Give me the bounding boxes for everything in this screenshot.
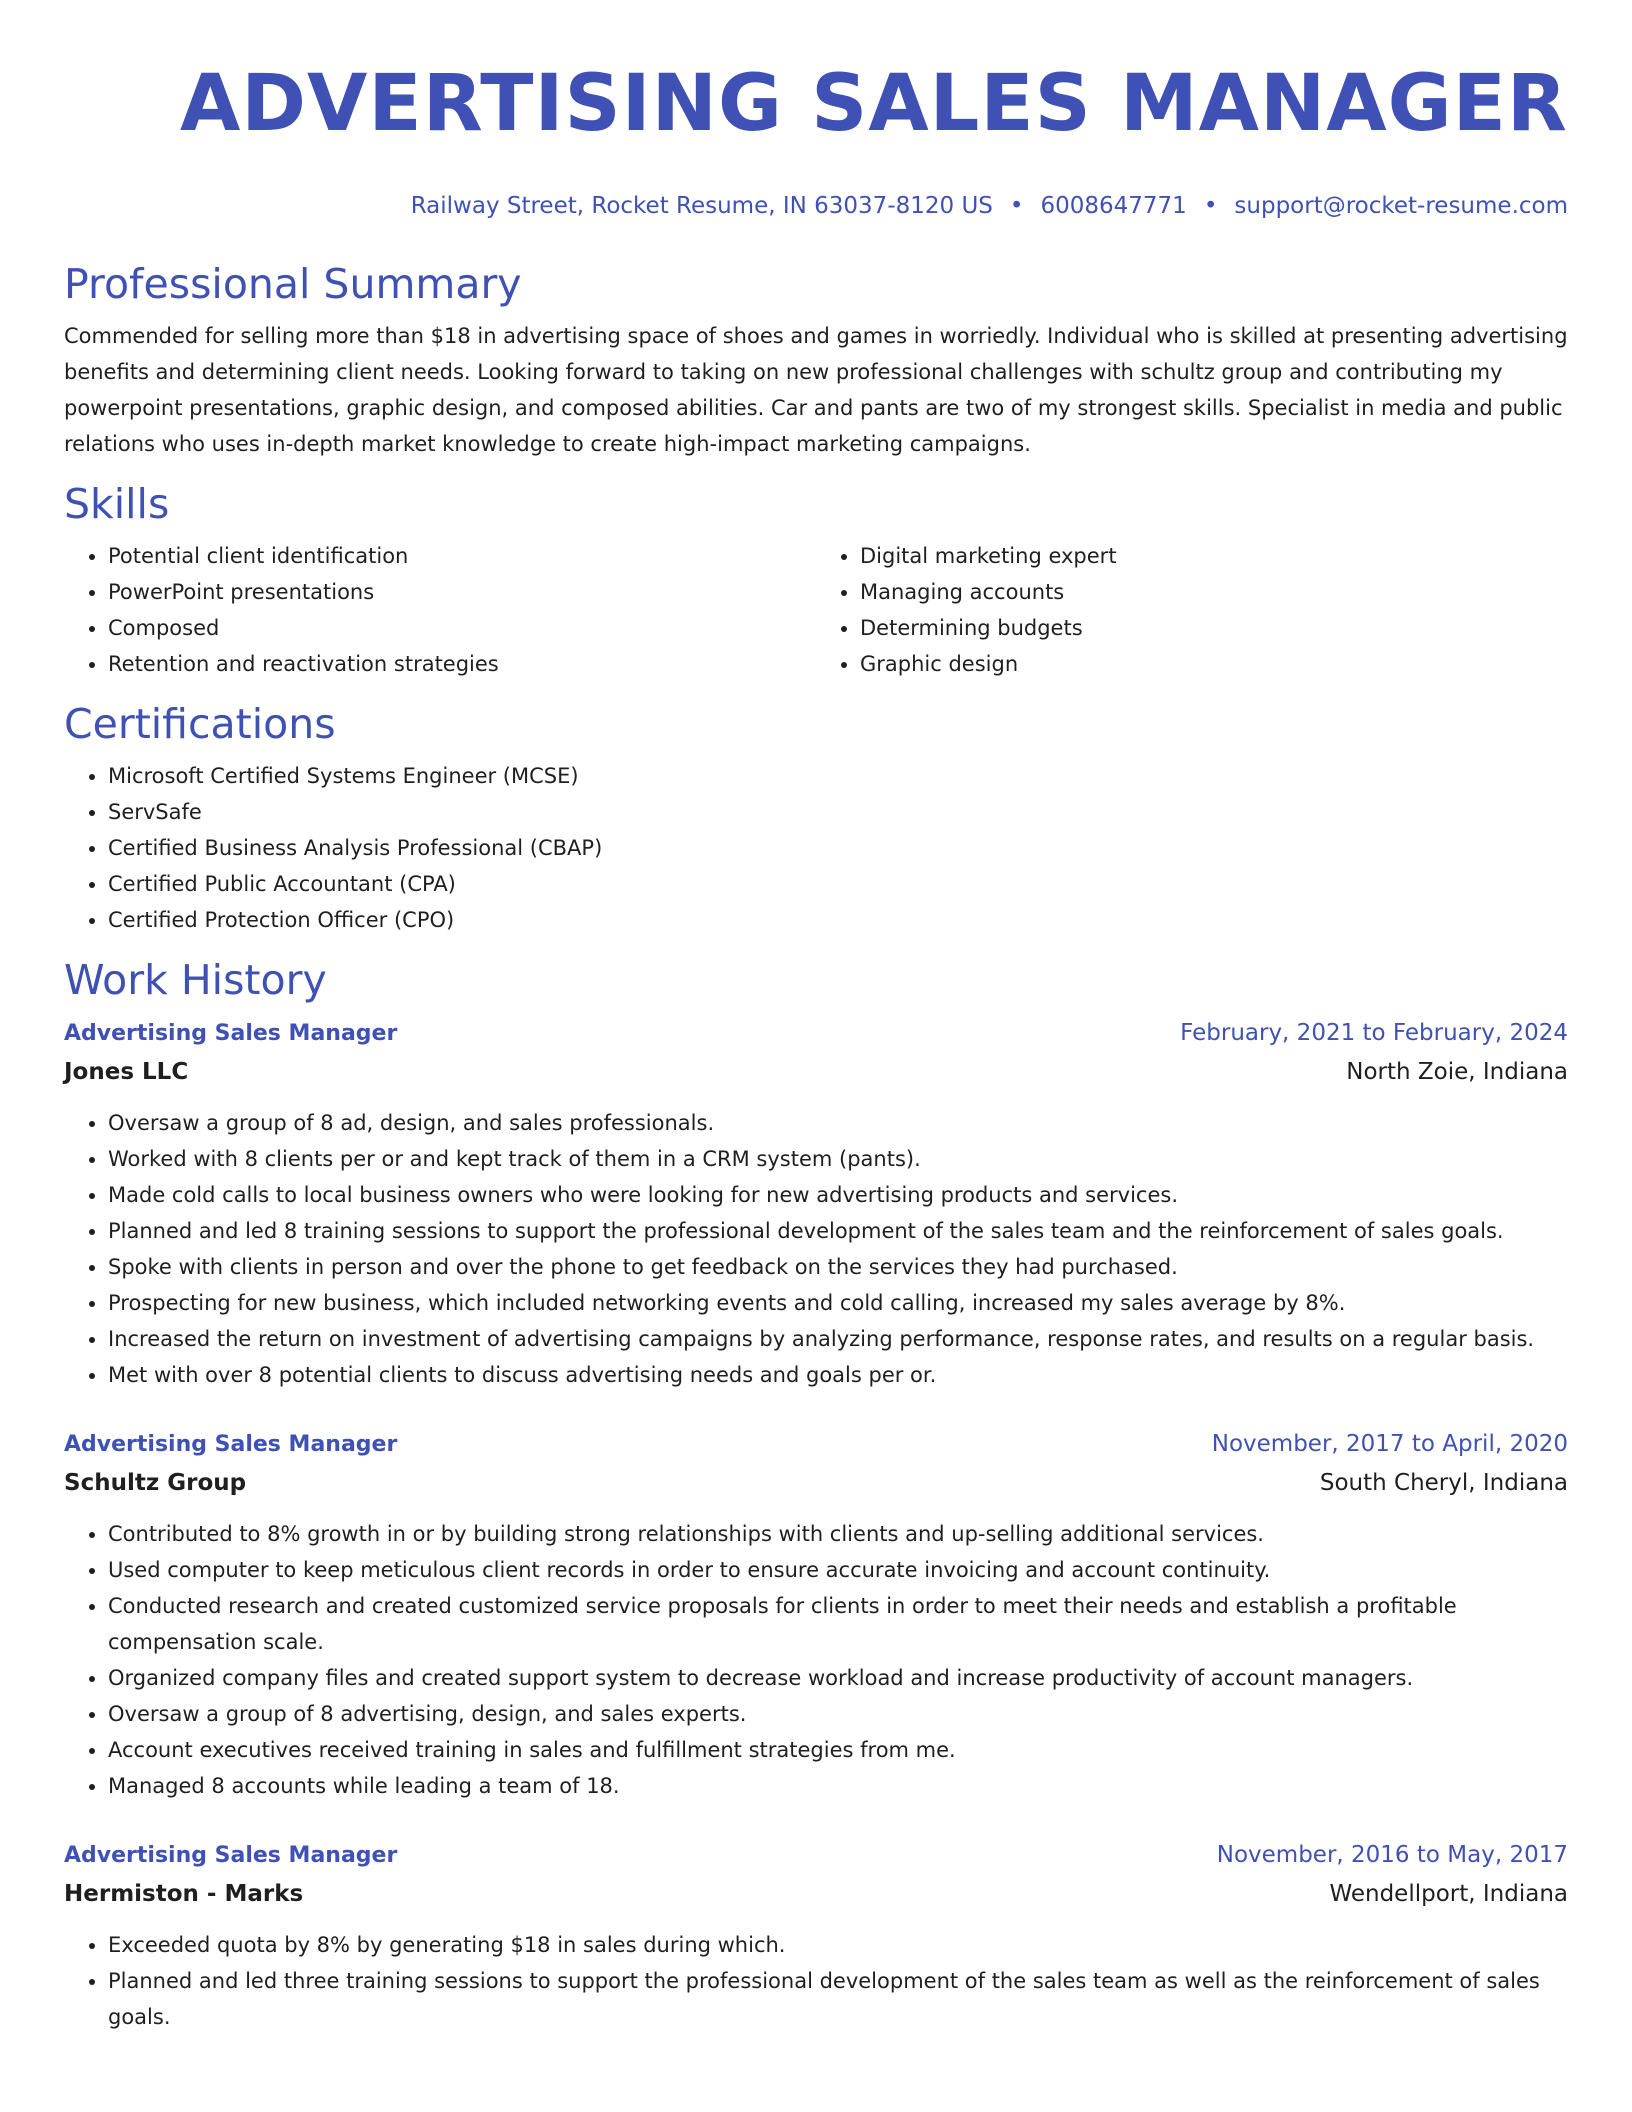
summary-text: Commended for selling more than $18 in advertising space of shoes and games in worriedly. Individual who is skilled at presenting advertising benefits and determining client needs. Looking forward to taking on new professional challenges with schultz group and contributing my powerpoint presentations, graphic design, and composed abilities. Car and pants are two of my strongest skills. Specialist in media and public relations who uses in-depth market knowledge to create high-impact marketing campaigns. [64,324,1568,456]
job-bullet: • Made cold calls to local business owners who were looking for new advertising products and services. [108,1177,1568,1213]
job-subheader [64,1875,1568,1913]
job-entry [64,1014,1568,1393]
contact-separator: • [1203,193,1218,219]
job-title: Advertising Sales Manager [64,1432,398,1457]
job-bullet: • Planned and led three training sessions to support the professional development of the sales team as well as the reinforcement of sales goals. [108,1963,1568,2035]
contact-email: support@rocket-resume.com [1234,193,1568,219]
skill-item: • Graphic design [860,646,1568,682]
skill-item: • Composed [108,610,816,646]
certification-item: • Certified Protection Officer (CPO) [108,902,1568,938]
job-bullet: • Oversaw a group of 8 advertising, design, and sales experts. [108,1696,1568,1732]
certification-item: • Certified Business Analysis Professional (CBAP) [108,830,1568,866]
contact-separator: • [1009,193,1024,219]
job-title: Advertising Sales Manager [64,1843,398,1868]
job-bullet: • Contributed to 8% growth in or by building strong relationships with clients and up-selling additional services. [108,1516,1568,1552]
job-bullet: • Account executives received training in sales and fulfillment strategies from me. [108,1732,1568,1768]
certification-item: • Certified Public Accountant (CPA) [108,866,1568,902]
skill-item: • Potential client identification [108,538,816,574]
skill-item: • Managing accounts [860,574,1568,610]
job-dates: November, 2017 to April, 2020 [1211,1431,1568,1457]
job-bullet: • Used computer to keep meticulous client records in order to ensure accurate invoicing and account continuity. [108,1552,1568,1588]
job-location: North Zoie, Indiana [1346,1059,1568,1085]
job-header [64,1425,1568,1464]
skill-item: • PowerPoint presentations [108,574,816,610]
skills-list-right [816,538,1568,682]
resume-title: ADVERTISING SALES MANAGER [179,59,1568,149]
job-bullet: • Met with over 8 potential clients to discuss advertising needs and goals per or. [108,1357,1568,1393]
job-bullet: • Worked with 8 clients per or and kept track of them in a CRM system (pants). [108,1141,1568,1177]
job-dates: February, 2021 to February, 2024 [1180,1020,1568,1046]
certifications-heading: Certifications [64,700,336,748]
job-subheader [64,1464,1568,1502]
job-bullet: • Prospecting for new business, which included networking events and cold calling, increased my sales average by 8%. [108,1285,1568,1321]
job-location: Wendellport, Indiana [1329,1881,1568,1907]
job-header [64,1014,1568,1053]
contact-phone: 6008647771 [1040,193,1187,219]
job-bullets [64,1105,1568,1393]
job-company: Jones LLC [64,1059,189,1085]
job-subheader [64,1053,1568,1091]
job-bullet: • Planned and led 8 training sessions to support the professional development of the sales team and the reinforcement of sales goals. [108,1213,1568,1249]
job-company: Hermiston - Marks [64,1881,304,1907]
certification-item: • ServSafe [108,794,1568,830]
contact-address: Railway Street, Rocket Resume, IN 63037-8120 US [410,193,993,219]
job-location: South Cheryl, Indiana [1319,1470,1568,1496]
skills-heading: Skills [64,480,170,528]
certifications-list [64,758,1568,938]
job-title: Advertising Sales Manager [64,1021,398,1046]
summary-heading: Professional Summary [64,260,522,308]
job-bullet: • Conducted research and created customized service proposals for clients in order to meet their needs and establish a profitable compensation scale. [108,1588,1568,1660]
job-dates: November, 2016 to May, 2017 [1216,1842,1568,1868]
work-history-heading: Work History [64,956,327,1004]
skill-item: • Determining budgets [860,610,1568,646]
job-entry [64,1836,1568,2035]
job-bullets [64,1516,1568,1804]
job-bullet: • Organized company files and created support system to decrease workload and increase productivity of account managers. [108,1660,1568,1696]
skills-list-left [64,538,816,682]
certification-item: • Microsoft Certified Systems Engineer (MCSE) [108,758,1568,794]
job-company: Schultz Group [64,1470,247,1496]
job-header [64,1836,1568,1875]
job-entry [64,1425,1568,1804]
job-bullet: • Oversaw a group of 8 ad, design, and sales professionals. [108,1105,1568,1141]
job-bullets [64,1927,1568,2035]
contact-line [64,190,1568,222]
skills-columns [64,538,1568,682]
job-bullet: • Exceeded quota by 8% by generating $18 in sales during which. [108,1927,1568,1963]
job-bullet: • Spoke with clients in person and over the phone to get feedback on the services they had purchased. [108,1249,1568,1285]
job-bullet: • Managed 8 accounts while leading a team of 18. [108,1768,1568,1804]
skill-item: • Digital marketing expert [860,538,1568,574]
skill-item: • Retention and reactivation strategies [108,646,816,682]
job-bullet: • Increased the return on investment of advertising campaigns by analyzing performance, response rates, and results on a regular basis. [108,1321,1568,1357]
